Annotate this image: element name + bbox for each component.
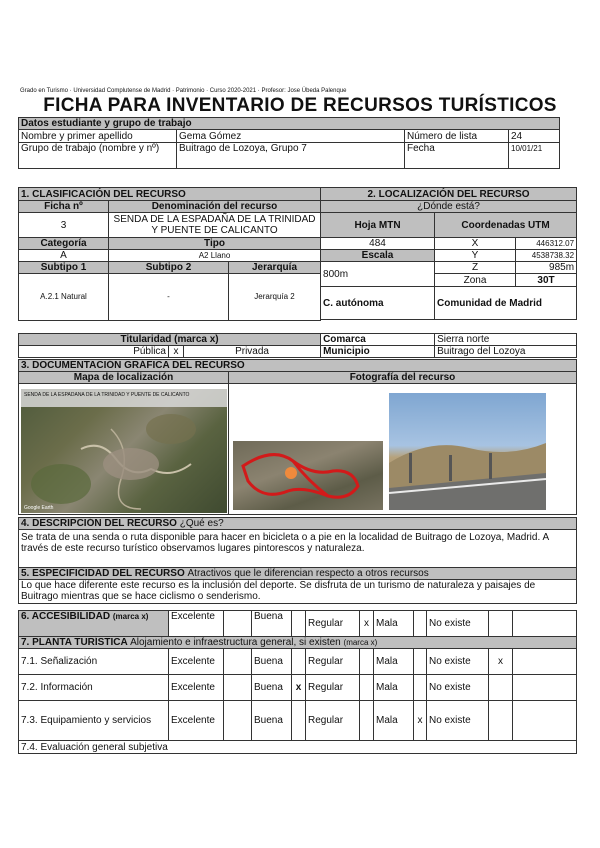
ficha-label: Ficha nº: [19, 201, 109, 213]
map-caption: SENDA DE LA ESPADAÑA DE LA TRINIDAD Y PUENTE DE CALICANTO: [24, 392, 190, 398]
plant-excelente: Excelente: [169, 675, 224, 701]
plant-row-equipment: [19, 701, 577, 741]
plant-no-existe-mark[interactable]: [489, 701, 513, 741]
location-section-title: 2. LOCALIZACIÓN DEL RECURSO: [321, 188, 577, 201]
plant-buena-mark[interactable]: [292, 649, 306, 675]
evaluation-label: 7.4. Evaluación general subjetiva: [19, 741, 577, 754]
rating-table: [18, 610, 577, 754]
municipio-value: Buitrago del Lozoya: [435, 346, 577, 358]
plant-buena: Buena: [252, 649, 292, 675]
student-table: [18, 117, 560, 169]
description-table: [18, 517, 577, 604]
photo-label: Fotografía del recurso: [229, 372, 577, 384]
group-label: Grupo de trabajo (nombre y nº): [19, 143, 177, 169]
plant-mala: Mala: [374, 675, 414, 701]
subtipo2-label: Subtipo 2: [109, 262, 229, 274]
name-label: Nombre y primer apellido: [19, 130, 177, 143]
plant-row-label: 7.1. Señalización: [19, 649, 169, 675]
classification-location-table: [18, 187, 577, 321]
specificity-section-title: 5. ESPECIFICIDAD DEL RECURSO: [21, 568, 185, 579]
name-value: Gema Gómez: [177, 130, 405, 143]
acc-mala: Mala: [374, 611, 414, 637]
zona-value: 30T: [516, 274, 577, 287]
accessibility-header: [19, 611, 169, 637]
description-text: Se trata de una senda o ruta disponible para hacer en bicicleta o a pie en la localidad de Buitrago de Lozoya, Madrid. A través de este recurso turístico observamos lugares pintorescos y naturaleza.: [19, 530, 577, 568]
plant-no-existe-mark[interactable]: [489, 675, 513, 701]
plant-excelente: Excelente: [169, 649, 224, 675]
plant-mala: Mala: [374, 649, 414, 675]
plant-row-label: 7.3. Equipamiento y servicios: [19, 701, 169, 741]
municipio-label: Municipio: [321, 346, 435, 358]
student-section-title: Datos estudiante y grupo de trabajo: [19, 118, 560, 130]
specificity-text: Lo que hace diferente este recurso es la inclusión del deporte. Se disfruta de un turismo de naturaleza y paisajes de Buitrago mientras que se hace ciclismo o senderismo.: [19, 580, 577, 604]
y-label: Y: [435, 250, 516, 262]
zona-label: Zona: [435, 274, 516, 287]
plant-no-existe: No existe: [427, 649, 489, 675]
date-value: 10/01/21: [509, 143, 560, 169]
accessibility-section-title: 6. ACCESIBILIDAD: [21, 611, 111, 622]
plant-regular: Regular: [306, 649, 360, 675]
titularidad-label: Titularidad (marca x): [19, 334, 321, 346]
acc-no-existe: No existe: [427, 611, 489, 637]
plant-regular-mark[interactable]: [360, 649, 374, 675]
plant-buena: Buena: [252, 675, 292, 701]
location-map-image: [21, 389, 227, 513]
location-map-svg: [21, 389, 227, 513]
plant-row-label: 7.2. Información: [19, 675, 169, 701]
escala-label: Escala: [321, 250, 435, 262]
map-watermark: Google Earth: [24, 505, 54, 511]
autonoma-label: C. autónoma: [321, 287, 435, 320]
altitude-value: 800m: [321, 262, 435, 287]
plant-mala-mark[interactable]: x: [414, 701, 427, 741]
publica-label: Pública: [109, 346, 169, 358]
plant-mala-mark[interactable]: [414, 649, 427, 675]
plant-header: [19, 637, 577, 649]
description-question: ¿Qué es?: [179, 518, 224, 529]
accessibility-mark-hint: (marca x): [112, 612, 149, 621]
resource-photo: [389, 393, 546, 510]
plant-regular-mark[interactable]: [360, 701, 374, 741]
jerarquia-label: Jerarquía: [229, 262, 321, 274]
acc-buena: Buena: [252, 611, 292, 637]
jerarquia-value: Jerarquía 2: [229, 274, 321, 321]
plant-regular: Regular: [306, 675, 360, 701]
autonoma-value: Comunidad de Madrid: [435, 287, 577, 320]
plant-regular: Regular: [306, 701, 360, 741]
x-label: X: [435, 238, 516, 250]
x-value: 446312.07: [516, 238, 577, 250]
resource-photo-svg: [389, 393, 546, 510]
plant-section-title: 7. PLANTA TURÍSTICA: [21, 637, 128, 648]
hoja-value: 484: [321, 238, 435, 250]
plant-buena: Buena: [252, 701, 292, 741]
specificity-subtitle: Atractivos que le diferencian respecto a otros recursos: [187, 568, 429, 579]
plant-mala: Mala: [374, 701, 414, 741]
plant-mark-hint: (marca x): [343, 638, 378, 647]
comarca-label: Comarca: [321, 334, 435, 346]
documentation-section-title: 3. DOCUMENTACIÓN GRÁFICA DEL RECURSO: [19, 360, 577, 372]
acc-regular: Regular: [306, 611, 360, 637]
acc-excelente: Excelente: [169, 611, 224, 637]
tipo-value: A2 Llano: [109, 250, 321, 262]
group-value: Buitrago de Lozoya, Grupo 7: [177, 143, 405, 169]
ficha-value: 3: [19, 213, 109, 238]
list-value: 24: [509, 130, 560, 143]
plant-no-existe: No existe: [427, 701, 489, 741]
route-svg: [233, 441, 383, 510]
plant-regular-mark[interactable]: [360, 675, 374, 701]
plant-buena-mark[interactable]: x: [292, 675, 306, 701]
plant-subtitle: Alojamiento e infraestructura general, si existen: [130, 637, 341, 648]
hoja-label: Hoja MTN: [321, 213, 435, 238]
categoria-label: Categoría: [19, 238, 109, 250]
description-section-header: [19, 518, 577, 530]
map-label: Mapa de localización: [19, 372, 229, 384]
location-question: ¿Dónde está?: [321, 201, 577, 213]
plant-buena-mark[interactable]: [292, 701, 306, 741]
z-value: 985m: [516, 262, 577, 274]
tipo-label: Tipo: [109, 238, 321, 250]
z-label: Z: [435, 262, 516, 274]
comarca-value: Sierra norte: [435, 334, 577, 346]
date-label: Fecha: [405, 143, 509, 169]
plant-mala-mark[interactable]: [414, 675, 427, 701]
categoria-value: A: [19, 250, 109, 262]
plant-no-existe-mark[interactable]: x: [489, 649, 513, 675]
privada-label: Privada: [184, 346, 321, 358]
plant-no-existe: No existe: [427, 675, 489, 701]
route-map-image: [233, 441, 383, 510]
acc-regular-mark[interactable]: x: [360, 611, 374, 637]
denominacion-value: SENDA DE LA ESPADAÑA DE LA TRINIDAD Y PUENTE DE CALICANTO: [109, 213, 321, 238]
ownership-table: [18, 333, 577, 358]
plant-excelente: Excelente: [169, 701, 224, 741]
page-title: FICHA PARA INVENTARIO DE RECURSOS TURÍSTICOS: [43, 95, 557, 116]
subtipo2-value: -: [109, 274, 229, 321]
header-note: Grado en Turismo · Universidad Complutense de Madrid · Patrimonio · Curso 2020-2021 · Profesor: Jose Úbeda Palenque: [20, 88, 347, 94]
denominacion-label: Denominación del recurso: [109, 201, 321, 213]
publica-mark[interactable]: x: [169, 346, 184, 358]
classification-section-title: 1. CLASIFICACIÓN DEL RECURSO: [19, 188, 321, 201]
utm-label: Coordenadas UTM: [435, 213, 577, 238]
subtipo1-label: Subtipo 1: [19, 262, 109, 274]
specificity-section-header: [19, 568, 577, 580]
description-section-title: 4. DESCRIPCIÓN DEL RECURSO: [21, 518, 177, 529]
plant-row-signage: [19, 649, 577, 675]
y-value: 4538738.32: [516, 250, 577, 262]
subtipo1-value: A.2.1 Natural: [19, 274, 109, 321]
plant-row-information: [19, 675, 577, 701]
list-label: Número de lista: [405, 130, 509, 143]
